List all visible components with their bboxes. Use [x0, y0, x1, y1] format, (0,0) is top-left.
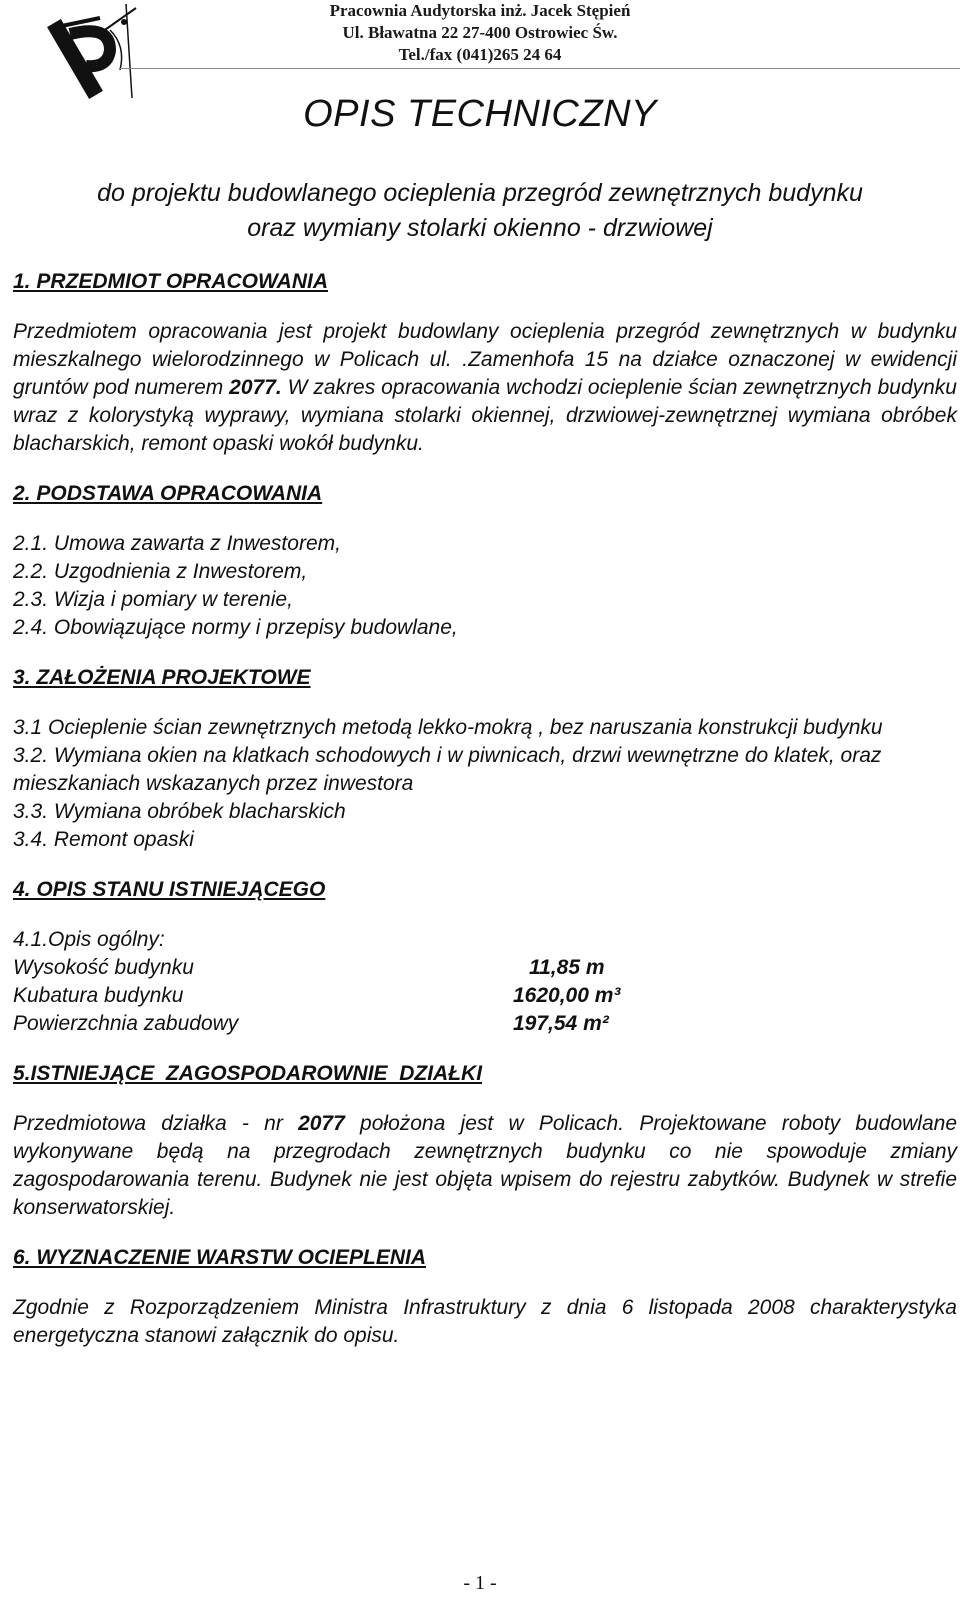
section-1-plot-number: 2077.	[229, 376, 282, 399]
section-4-intro: 4.1.Opis ogólny:	[13, 928, 165, 951]
spec-row	[13, 982, 957, 1010]
list-item: 3.2. Wymiana okien na klatkach schodowych i w piwnicach, drzwi wewnętrzne do klatek, oraz mieszkaniach wskazanych przez inwestora	[13, 744, 882, 795]
section-5-heading: 5.ISTNIEJĄCE ZAGOSPODAROWNIE DZIAŁKI	[13, 1062, 483, 1085]
spec-value: 11,85 m	[529, 956, 605, 979]
spec-value: 197,54 m²	[513, 1012, 609, 1035]
firm-logo	[40, 0, 150, 100]
document-body	[13, 268, 957, 1350]
page-number: - 1 -	[463, 1572, 497, 1594]
list-item: 3.4. Remont opaski	[13, 828, 194, 851]
spec-label: Kubatura budynku	[13, 984, 184, 1007]
firm-info	[230, 0, 730, 66]
section-5-plot-number: 2077	[298, 1112, 345, 1135]
firm-phone: Tel./fax (041)265 24 64	[398, 45, 562, 64]
section-5-text-b: położona jest w Policach. Projektowane roboty budowlane wykonywane będą na przegrodach zewnętrznych budynku co nie spowoduje zmiany zagospodarowania terenu. Budynek nie jest objęta wpisem do rejestru zabytków. Budynek w strefie konserwatorskiej.	[13, 1112, 957, 1219]
list-item: 3.1 Ocieplenie ścian zewnętrznych metodą lekko-mokrą , bez naruszania konstrukcji budynku	[13, 716, 883, 739]
section-2-heading: 2. PODSTAWA OPRACOWANIA	[13, 482, 323, 505]
list-item: 2.4. Obowiązujące normy i przepisy budowlane,	[13, 616, 458, 639]
section-3-heading: 3. ZAŁOŻENIA PROJEKTOWE	[13, 666, 311, 689]
subtitle-line-2: oraz wymiany stolarki okienno - drzwiowej	[247, 214, 713, 242]
header-divider	[120, 68, 960, 69]
subtitle-line-1: do projektu budowlanego ocieplenia przegród zewnętrznych budynku	[97, 179, 863, 207]
list-item: 2.2. Uzgodnienia z Inwestorem,	[13, 560, 308, 583]
spec-value: 1620,00 m³	[513, 984, 621, 1007]
section-4-heading: 4. OPIS STANU ISTNIEJĄCEGO	[13, 878, 326, 901]
section-6-paragraph: Zgodnie z Rozporządzeniem Ministra Infrastruktury z dnia 6 listopada 2008 charakterystyka energetyczna stanowi załącznik do opisu.	[13, 1296, 957, 1347]
spec-row	[13, 954, 957, 982]
document-subtitle	[0, 176, 960, 246]
spec-row	[13, 1010, 957, 1038]
section-1-text-b: W zakres opracowania wchodzi ocieplenie ścian zewnętrznych budynku wraz z kolorystyką wyprawy, wymiana stolarki okiennej, drzwiowej-zewnętrznej wymiana obróbek blacharskich, remont opaski wokół budynku.	[13, 376, 957, 455]
section-6-heading: 6. WYZNACZENIE WARSTW OCIEPLENIA	[13, 1246, 427, 1269]
section-1-heading: 1. PRZEDMIOT OPRACOWANIA	[13, 270, 329, 293]
spec-label: Powierzchnia zabudowy	[13, 1012, 239, 1035]
section-5-paragraph	[13, 1110, 957, 1222]
firm-address: Ul. Bławatna 22 27-400 Ostrowiec Św.	[342, 23, 618, 42]
letterhead	[0, 0, 960, 70]
section-5-text-a: Przedmiotowa działka - nr	[13, 1112, 299, 1135]
spec-label: Wysokość budynku	[13, 956, 194, 979]
section-1-text-a: Przedmiotem opracowania jest projekt budowlany ocieplenia przegród zewnętrznych w budynku mieszkalnego wielorodzinnego w Policach ul. .Zamenhofa 15 na działce oznaczonej w ewidencji gruntów pod numerem	[13, 320, 957, 399]
section-1-paragraph	[13, 318, 957, 458]
firm-name: Pracownia Audytorska inż. Jacek Stępień	[329, 1, 631, 20]
list-item: 2.3. Wizja i pomiary w terenie,	[13, 588, 293, 611]
list-item: 3.3. Wymiana obróbek blacharskich	[13, 800, 346, 823]
document-title: OPIS TECHNICZNY	[303, 93, 657, 135]
list-item: 2.1. Umowa zawarta z Inwestorem,	[13, 532, 341, 555]
